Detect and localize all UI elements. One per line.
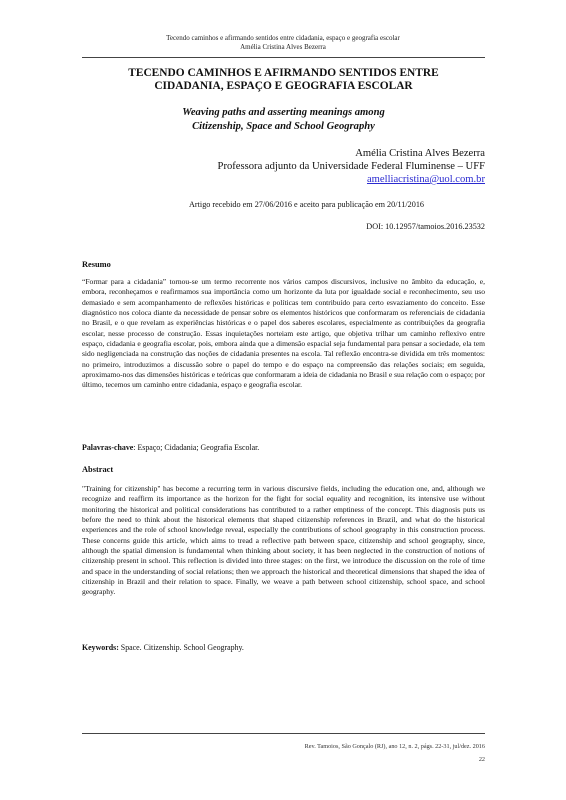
- title-portuguese-line1: TECENDO CAMINHOS E AFIRMANDO SENTIDOS ENTRE: [128, 67, 439, 79]
- resumo-heading: Resumo: [82, 260, 111, 269]
- author-affiliation: Professora adjunto da Universidade Federal Fluminense – UFF: [217, 161, 485, 172]
- author-email-link[interactable]: amelliacristina@uol.com.br: [366, 174, 485, 185]
- keywords-text: Space. Citizenship. School Geography.: [118, 643, 244, 652]
- footer-citation: Rev. Tamoios, São Gonçalo (RJ), ano 12, n. 2, págs. 22-31, jul/dez. 2016: [304, 743, 485, 750]
- doi: DOI: 10.12957/tamoios.2016.23532: [366, 222, 485, 231]
- footer-rule: [82, 733, 485, 734]
- running-header-title: Tecendo caminhos e afirmando sentidos entre cidadania, espaço e geografia escolar: [166, 34, 400, 42]
- palavras-chave-text: : Espaço; Cidadania; Geografia Escolar.: [133, 443, 260, 452]
- keywords: [82, 643, 244, 652]
- title-english-line1: Weaving paths and asserting meanings among: [182, 107, 385, 118]
- keywords-label: Keywords:: [82, 643, 119, 652]
- abstract-text: "Training for citizenship" has become a recurring term in various discursive fields, including the education one, and, although we recognize and reaffirm its importance as the horizon for the fight for social equality and recognition, its intensive use without monitoring the historical and political considerations has contributed to a rather emptiness of the concept. This diagnosis puts us before the need to think about the historical elements that shaped citizenship references in Brazil, and what do the historical experiences and the role of school knowledge reveal, especially the contributions of school geography in this construction process. These concerns guide this article, which aims to tread a reflective path between space, citizenship and school geography, since, although the spatial dimension is fundamental when thinking about society, it has been neglected in the construction of notions of citizenship present in school. This reflection is divided into three stages: on the first, we introduce the discussion on the role of time and space in the understanding of social relations; then we approach the historical and theoretical dimensions that shaped the idea of citizenship in Brazil and their relation to space. Finally, we weave a path between school citizenship, school space, and school geography.: [82, 484, 485, 597]
- palavras-chave: [82, 443, 259, 452]
- running-header-author: Amélia Cristina Alves Bezerra: [240, 43, 326, 51]
- title-english-line2: Citizenship, Space and School Geography: [192, 121, 375, 132]
- page-number: 22: [478, 756, 485, 763]
- received-date: Artigo recebido em 27/06/2016 e aceito para publicação em 20/11/2016: [189, 200, 425, 209]
- header-rule: [82, 57, 485, 58]
- abstract-heading: Abstract: [82, 465, 114, 474]
- palavras-chave-label: Palavras-chave: [82, 443, 134, 452]
- title-portuguese-line2: CIDADANIA, ESPAÇO E GEOGRAFIA ESCOLAR: [154, 80, 413, 92]
- author-name: Amélia Cristina Alves Bezerra: [355, 148, 485, 159]
- resumo-text: “Formar para a cidadania” tornou-se um termo recorrente nos vários campos discursivos, inclusive no âmbito da educação, e, embora, reconheçamos e reafirmamos sua importância como um horizonte da luta por igualdade social e reconhecimento, seu uso demasiado e sem acompanhamento de reflexões históricas e políticas tem contribuído para certo esvaziamento do conceito. Esse diagnóstico nos coloca diante da necessidade de pensar sobre os elementos históricos que conformaram os referenciais de cidadania no Brasil, e o que revelam as experiências históricas e o papel dos saberes escolares, especialmente as contribuições da geografia escolar, nesse processo de construção. Essas inquietações norteiam este artigo, que objetiva trilhar um caminho reflexivo entre espaço, cidadania e geografia escolar, pois, embora ainda que a dimensão espacial seja fundamental para pensar a sociedade, ela tem sido negligenciada na construção das noções de cidadania presentes na escola. Tal reflexão encontra-se dividida em três momentos: no primeiro, introduzimos a discussão sobre o papel do tempo e do espaço na compreensão das relações sociais; em seguida, aproximamo-nos das dimensões históricas e teóricas que conformaram a ideia de cidadania no Brasil e sua relação com o espaço; por último, tecemos um caminho entre cidadania, espaço e geografia escolar.: [82, 277, 485, 390]
